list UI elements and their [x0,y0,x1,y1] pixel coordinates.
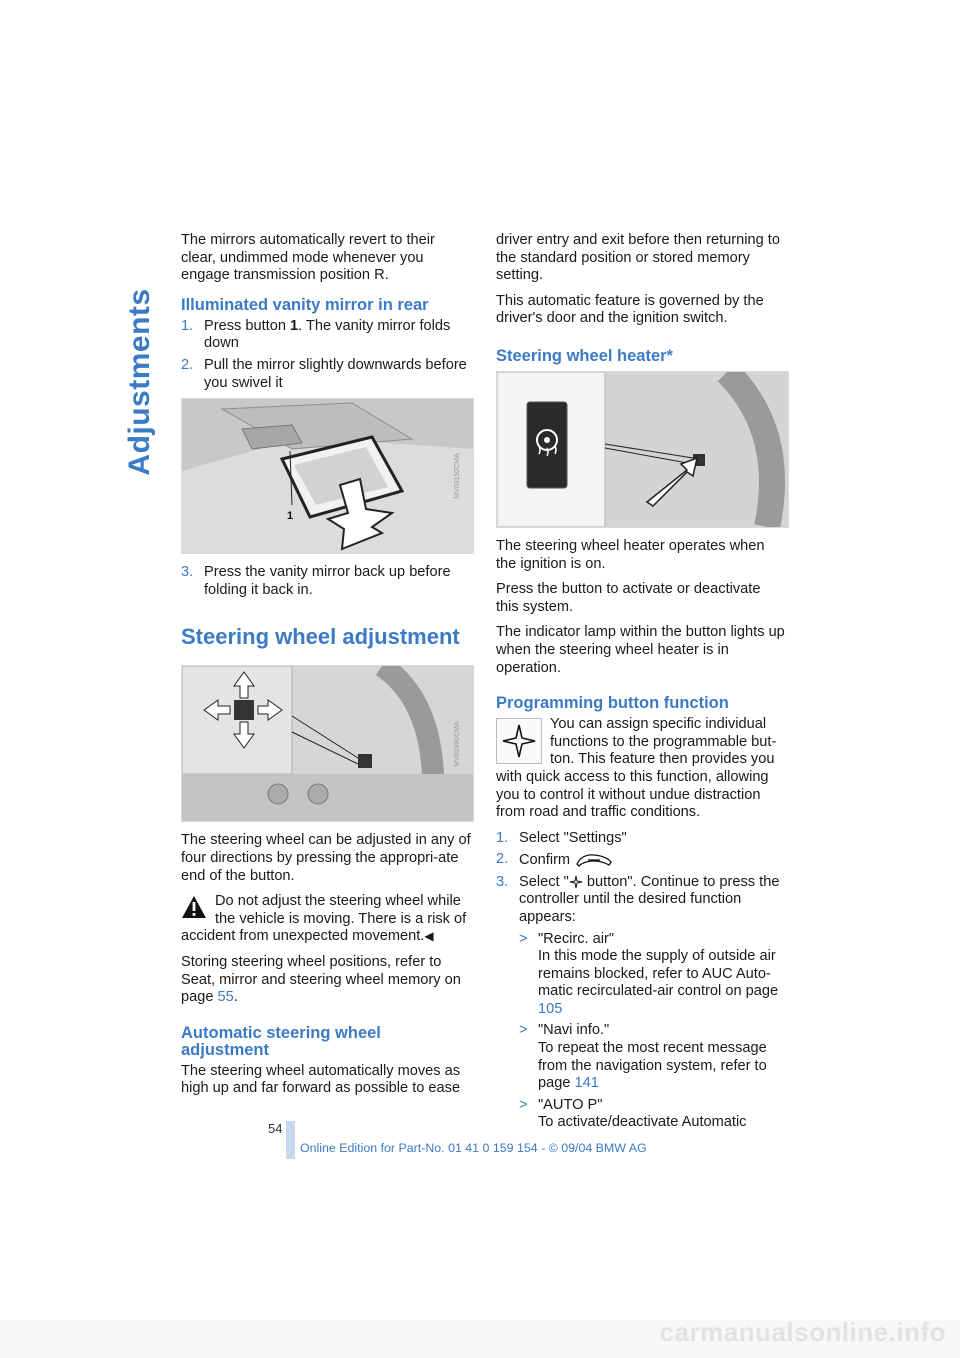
steering-body: The steering wheel can be adjusted in any of four directions by pressing the appropri-ate end of the button. [181,832,471,884]
step-number: 1. [496,829,509,846]
footer-edition: Online Edition for Part-No. 01 41 0 159 154 - © 09/04 BMW AG [300,1141,647,1155]
list-item: 1. Press button 1. The vanity mirror folds down [181,317,451,352]
heater-p2: Press the button to activate or deactivate this system. [496,581,761,615]
steering-heading: Steering wheel adjustment [181,624,460,650]
option-title: "Navi info." [538,1022,610,1039]
list-item: 1. Select "Settings" [496,829,627,846]
page-link-141[interactable]: 141 [574,1075,599,1092]
programming-steps [496,830,786,1132]
figure-code: MV02980CMA [454,721,462,767]
figure-callout-1: 1 [287,510,294,523]
controller-press-icon [574,851,614,869]
programming-intro-block [496,716,786,822]
auto-continuation: driver entry and exit before then returning to the standard position or stored memory setting. [496,232,780,284]
step-number: 2. [181,356,194,373]
section-tab-label: Adjustments [123,288,157,476]
left-column [181,232,471,1106]
page-link-105[interactable]: 105 [538,1000,563,1017]
option-text: To repeat the most recent message from the navigation system, refer to page [538,1040,767,1092]
figure-code: MV03150CMA [454,453,462,499]
page-link-55[interactable]: 55 [217,989,234,1006]
vanity-step-3 [181,564,471,599]
steering-adjust-figure [181,665,474,822]
footer-bar [286,1121,295,1159]
warning-icon [181,895,207,919]
option-title: "Recirc. air" [538,930,615,947]
step-number: 2. [496,851,509,868]
heater-heading: Steering wheel heater* [496,346,673,365]
watermark-text: carmanualsonline.info [659,1317,946,1347]
section-tab [118,232,162,532]
programmable-button-icon [496,718,542,764]
list-item: > "Navi info." To repeat the most recent message from the navigation system, refer to page 141 [519,1022,767,1092]
list-item: 3. Press the vanity mirror back up before folding it back in. [181,564,451,598]
list-item: 3. Select " button". Continue to press the controller until the desired function appears: > "Recirc. air" In this mode the supply of outside air remains blocked, refer to AUC Auto-matic recirculated-air control on page 105 > "Navi info." To repeat the most recent message from the navigation system, refer to page 141 > "AUTO P" To activate/deactivate Automatic [496,874,786,1132]
option-text: To activate/deactivate Automatic [538,1114,747,1131]
warning-block [181,893,471,946]
step-number: 3. [181,564,194,581]
heater-figure [496,371,789,528]
programming-heading: Programming button function [496,694,729,713]
auto-heading: Automatic steering wheel adjustment [181,1023,381,1059]
list-item: > "Recirc. air" In this mode the supply of outside air remains blocked, refer to AUC Auto-matic recirculated-air control on page 105 [519,930,779,1017]
vanity-steps [181,318,471,392]
warning-text: Do not adjust the steering wheel while the vehicle is moving. There is a risk of accident from unexpected movement. [181,893,467,945]
programming-intro: You can assign specific individual functions to the programmable but-ton. This feature then provides you with quick access to this function, allowing you to control it without undue distraction from road and traffic conditions. [496,716,777,821]
figure-code: MV03020CMA [769,426,777,473]
auto-governed: This automatic feature is governed by the driver's door and the ignition switch. [496,292,764,327]
heater-p1: The steering wheel heater operates when the ignition is on. [496,537,765,572]
auto-body: The steering wheel automatically moves as high up and far forward as possible to ease [181,1062,461,1097]
list-item: 2. Pull the mirror slightly downwards before you swivel it [181,356,467,391]
page-number: 54 [268,1121,283,1136]
end-mark: ◀ [424,929,434,944]
storing-note: Storing steering wheel positions, refer to Seat, mirror and steering wheel memory on page 55. [181,953,461,1006]
option-text: In this mode the supply of outside air remains blocked, refer to AUC Auto-matic recirculated-air control on page [538,948,779,1000]
list-item: 2. Confirm [496,851,786,869]
list-item: > "AUTO P" To activate/deactivate Automatic [519,1096,747,1131]
right-column [496,232,786,1136]
step-number: 1. [181,317,194,334]
programmable-star-icon [569,875,583,889]
vanity-heading: Illuminated vanity mirror in rear [181,295,429,314]
vanity-mirror-figure [181,398,474,554]
heater-p3: The indicator lamp within the button lights up when the steering wheel heater is in operation. [496,624,785,676]
option-title: "AUTO P" [538,1096,603,1113]
step-number: 3. [496,873,509,890]
watermark [0,1317,960,1358]
mirror-intro: The mirrors automatically revert to their clear, undimmed mode whenever you engage transmission position R. [181,232,435,284]
function-options [519,931,786,1133]
